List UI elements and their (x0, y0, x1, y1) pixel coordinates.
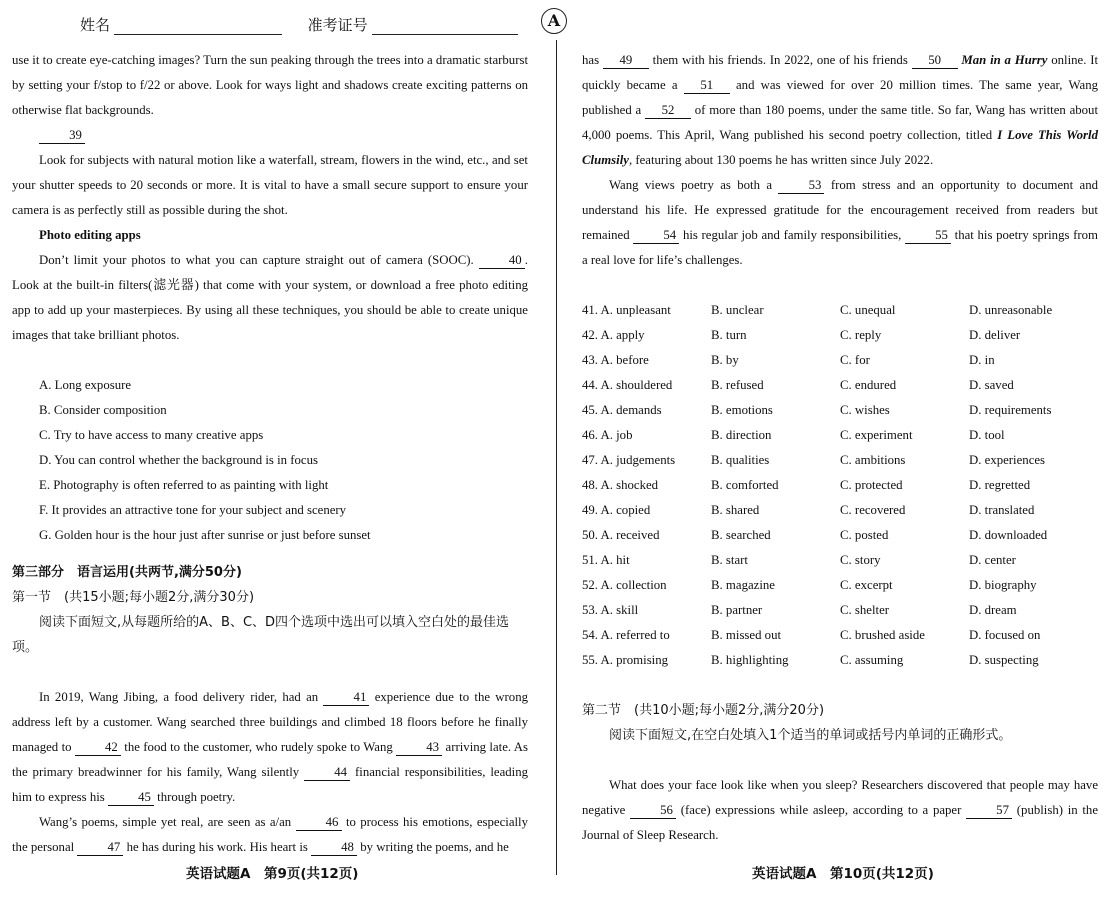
choice-option: B. shared (711, 503, 760, 517)
choice-option: C. for (840, 353, 870, 367)
option-c: C. Try to have access to many creative apps (39, 428, 264, 442)
part-three-title: 第三部分 语言运用(共两节,满分50分) (12, 565, 242, 580)
left-page (0, 0, 548, 900)
choice-option: B. missed out (711, 628, 782, 642)
question-47-blank: 47 (77, 840, 123, 856)
exam-id-label: 准考证号 (307, 16, 368, 34)
choice-row (582, 648, 1098, 673)
option-e: E. Photography is often referred to as painting with light (39, 478, 329, 492)
choice-option: B. turn (711, 328, 747, 342)
option-g: G. Golden hour is the hour just after sunrise or just before sunset (39, 528, 371, 542)
choice-option: 47. A. judgements (582, 453, 676, 467)
question-56-blank: 56 (630, 803, 676, 819)
question-55-blank: 55 (905, 228, 951, 244)
choice-option: C. wishes (840, 403, 890, 417)
choice-option: 53. A. skill (582, 603, 639, 617)
choice-option: B. searched (711, 528, 771, 542)
question-54-blank: 54 (633, 228, 679, 244)
choice-option: D. regretted (969, 478, 1031, 492)
question-39-blank: 39 (12, 123, 528, 148)
question-52-blank: 52 (645, 103, 691, 119)
choice-option: C. excerpt (840, 578, 893, 592)
choice-option: D. biography (969, 578, 1037, 592)
choice-option: D. unreasonable (969, 303, 1053, 317)
choice-option: 48. A. shocked (582, 478, 659, 492)
cloze-paragraph: has 49 them with his friends. In 2022, one of his friends 50 Man in a Hurry online. It quickly became a 51 and was viewed for over 20 million times. The same year, Wang published a 52 of more than 180 poems, under the same title. So far, Wang has written about 4,000 poems. This April, Wang published his second poetry collection, titled I Love This World Clumsily, featuring about 130 poems he has written since July 2022. (582, 53, 1099, 167)
choice-row (582, 548, 1098, 573)
choice-option: D. requirements (969, 403, 1052, 417)
choice-row (582, 323, 1098, 348)
choice-option: C. reply (840, 328, 882, 342)
grammar-fill-paragraph: What does your face look like when you sleep? Researchers discovered that people may have negative 56 (face) expressions while asleep, according to a paper 57 (publish) in the Journal of Sleep Research. (582, 778, 1098, 842)
choice-option: C. shelter (840, 603, 890, 617)
option-f: F. It provides an attractive tone for your subject and scenery (39, 503, 347, 517)
choice-option: 51. A. hit (582, 553, 630, 567)
choice-option: D. downloaded (969, 528, 1048, 542)
choice-option: C. experiment (840, 428, 913, 442)
choice-option: C. recovered (840, 503, 906, 517)
choice-row (582, 448, 1098, 473)
choice-option: D. center (969, 553, 1016, 567)
choice-option: C. endured (840, 378, 897, 392)
question-46-blank: 46 (296, 815, 342, 831)
choice-option: C. unequal (840, 303, 896, 317)
work-title: Man in a Hurry (961, 53, 1048, 67)
choice-option: D. tool (969, 428, 1005, 442)
question-44-blank: 44 (304, 765, 350, 781)
choice-row (582, 473, 1098, 498)
choice-option: B. direction (711, 428, 772, 442)
choice-row (582, 623, 1098, 648)
choice-option: 55. A. promising (582, 653, 669, 667)
question-43-blank: 43 (396, 740, 442, 756)
choice-option: D. translated (969, 503, 1035, 517)
question-40-blank: 40 (479, 253, 525, 269)
question-57-blank: 57 (966, 803, 1012, 819)
choice-option: 46. A. job (582, 428, 633, 442)
choice-option: 54. A. referred to (582, 628, 670, 642)
choice-row (582, 573, 1098, 598)
option-a: A. Long exposure (39, 378, 132, 392)
choice-option: 49. A. copied (582, 503, 651, 517)
choice-option: C. brushed aside (840, 628, 925, 642)
choice-option: B. start (711, 553, 748, 567)
cloze-paragraph: Wang’s poems, simple yet real, are seen as a/an 46 to process his emotions, especially the personal 47 he has during his work. His heart is 48 by writing the poems, and he (12, 815, 529, 854)
section-two-instruction: 阅读下面短文,在空白处填入1个适当的单词或括号内单词的正确形式。 (609, 728, 1012, 743)
choice-option: B. by (711, 353, 739, 367)
option-d: D. You can control whether the background is in focus (39, 453, 318, 467)
choice-option: C. assuming (840, 653, 904, 667)
question-51-blank: 51 (684, 78, 730, 94)
choice-row (582, 423, 1098, 448)
choice-option: C. posted (840, 528, 889, 542)
page-footer: 英语试题A 第9页(共12页) (186, 866, 359, 882)
choice-option: D. in (969, 353, 995, 367)
section-heading-photo-editing-apps: Photo editing apps (39, 228, 141, 242)
choice-option: B. emotions (711, 403, 773, 417)
passage-paragraph: Look for subjects with natural motion like a waterfall, stream, flowers in the wind, etc., and set your shutter speeds to 20 seconds or more. It is vital to have a small secure support to ensure your camera is as perfectly still as possible during the shot. (12, 153, 528, 217)
cloze-paragraph: Wang views poetry as both a 53 from stress and an opportunity to document and understand his life. He expressed gratitude for the encouragement received from readers but remained 54 his regular job and family responsibilities, 55 that his poetry springs from a real love for life’s challenges. (582, 178, 1098, 267)
question-41-blank: 41 (323, 690, 369, 706)
right-page (566, 0, 1110, 900)
choice-row (582, 348, 1098, 373)
question-49-blank: 49 (603, 53, 649, 69)
choice-option: C. story (840, 553, 881, 567)
choice-option: 43. A. before (582, 353, 649, 367)
choice-option: B. partner (711, 603, 763, 617)
section-one-instruction: 阅读下面短文,从每题所给的A、B、C、D四个选项中选出可以填入空白处的最佳选项。 (12, 615, 510, 655)
choice-option: D. saved (969, 378, 1014, 392)
choice-row (582, 298, 1098, 323)
choice-row (582, 523, 1098, 548)
choice-option: B. refused (711, 378, 764, 392)
choice-option: 50. A. received (582, 528, 660, 542)
choice-option: B. highlighting (711, 653, 789, 667)
page-footer: 英语试题A 第10页(共12页) (752, 866, 934, 882)
choice-option: C. protected (840, 478, 903, 492)
choice-row (582, 598, 1098, 623)
cloze-choices-table (582, 298, 1098, 673)
choice-option: B. qualities (711, 453, 770, 467)
question-48-blank: 48 (311, 840, 357, 856)
choice-option: D. suspecting (969, 653, 1039, 667)
paper-version-badge: A (541, 8, 567, 34)
option-b: B. Consider composition (39, 403, 167, 417)
choice-option: D. experiences (969, 453, 1046, 467)
choice-option: 44. A. shouldered (582, 378, 673, 392)
choice-option: B. magazine (711, 578, 775, 592)
passage-paragraph: Don’t limit your photos to what you can capture straight out of camera (SOOC). 40 . Look at the built-in filters(滤光器) that come with your system, or download a free photo editing app to add up your masterpieces. By using all these techniques, you should be able to create unique images that take brilliant photos. (12, 253, 528, 342)
seven-choice-options (12, 373, 528, 548)
choice-option: D. deliver (969, 328, 1021, 342)
work-title: I Love This World Clumsily (582, 128, 1098, 167)
choice-option: D. dream (969, 603, 1017, 617)
page-divider (556, 40, 557, 875)
choice-row (582, 498, 1098, 523)
section-two-title: 第二节 (共10小题;每小题2分,满分20分) (582, 703, 825, 718)
name-label: 姓名 (80, 16, 111, 34)
choice-option: 52. A. collection (582, 578, 667, 592)
question-45-blank: 45 (108, 790, 154, 806)
choice-option: 41. A. unpleasant (582, 303, 671, 317)
choice-row (582, 398, 1098, 423)
choice-option: B. comforted (711, 478, 779, 492)
question-53-blank: 53 (778, 178, 824, 194)
choice-option: 42. A. apply (582, 328, 645, 342)
choice-row (582, 373, 1098, 398)
question-42-blank: 42 (75, 740, 121, 756)
choice-option: B. unclear (711, 303, 764, 317)
cloze-paragraph: In 2019, Wang Jibing, a food delivery rider, had an 41 experience due to the wrong address left by a customer. Wang searched three buildings and climbed 18 floors before he finally managed to 42 the food to the customer, who rudely spoke to Wang 43 arriving late. As the primary breadwinner for his family, Wang silently 44 financial responsibilities, leading him to express his 45 through poetry. (12, 690, 529, 804)
choice-option: D. focused on (969, 628, 1041, 642)
choice-option: C. ambitions (840, 453, 906, 467)
choice-option: 45. A. demands (582, 403, 662, 417)
question-50-blank: 50 (912, 53, 958, 69)
section-one-title: 第一节 (共15小题;每小题2分,满分30分) (12, 590, 255, 605)
passage-paragraph: use it to create eye-catching images? Turn the sun peaking through the trees into a dramatic starburst by setting your f/stop to f/22 or above. Look for ways light and shadows create exciting patterns on otherwise flat backgrounds. (12, 53, 528, 117)
